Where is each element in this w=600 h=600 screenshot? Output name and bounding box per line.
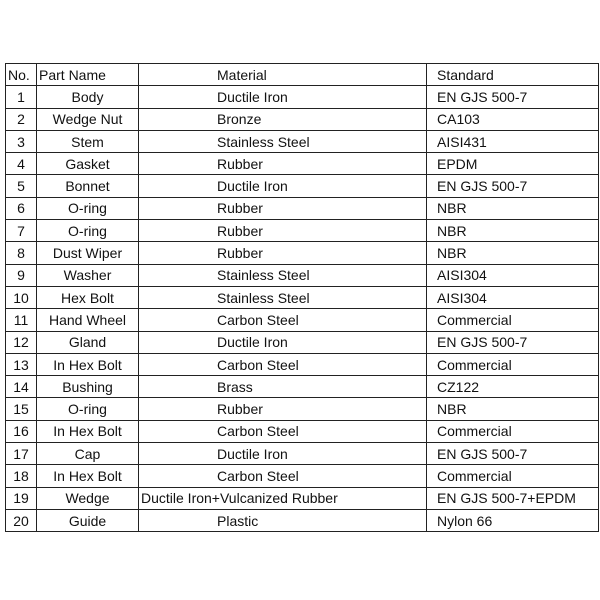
- cell-standard: Nylon 66: [427, 509, 599, 531]
- cell-no: 2: [6, 108, 37, 130]
- parts-table: [5, 63, 599, 532]
- cell-material: Ductile Iron: [139, 175, 427, 197]
- cell-part-name: Dust Wiper: [37, 242, 139, 264]
- cell-material: Brass: [139, 376, 427, 398]
- cell-standard: CZ122: [427, 376, 599, 398]
- cell-standard: AISI304: [427, 264, 599, 286]
- table-row: [6, 509, 599, 531]
- cell-material: Plastic: [139, 509, 427, 531]
- table-row: [6, 108, 599, 130]
- cell-no: 5: [6, 175, 37, 197]
- cell-no: 19: [6, 487, 37, 509]
- table-row: [6, 175, 599, 197]
- table-row: [6, 443, 599, 465]
- cell-part-name: Wedge Nut: [37, 108, 139, 130]
- cell-part-name: In Hex Bolt: [37, 353, 139, 375]
- cell-standard: Commercial: [427, 465, 599, 487]
- cell-part-name: O-ring: [37, 398, 139, 420]
- cell-standard: Commercial: [427, 309, 599, 331]
- cell-material: Ductile Iron: [139, 443, 427, 465]
- cell-part-name: In Hex Bolt: [37, 465, 139, 487]
- cell-part-name: Body: [37, 86, 139, 108]
- cell-material: Rubber: [139, 197, 427, 219]
- cell-no: 6: [6, 197, 37, 219]
- cell-no: 7: [6, 220, 37, 242]
- table-row: [6, 465, 599, 487]
- table-row: [6, 286, 599, 308]
- cell-part-name: Guide: [37, 509, 139, 531]
- cell-material: Ductile Iron: [139, 86, 427, 108]
- table-row: [6, 264, 599, 286]
- cell-material: Rubber: [139, 153, 427, 175]
- cell-no: 12: [6, 331, 37, 353]
- cell-material: Rubber: [139, 242, 427, 264]
- table-row: [6, 420, 599, 442]
- table-row: [6, 331, 599, 353]
- cell-no: 17: [6, 443, 37, 465]
- cell-no: 11: [6, 309, 37, 331]
- table-body: [6, 86, 599, 532]
- header-no: No.: [6, 64, 37, 86]
- cell-no: 18: [6, 465, 37, 487]
- table-header-row: [6, 64, 599, 86]
- cell-no: 1: [6, 86, 37, 108]
- cell-material: Carbon Steel: [139, 353, 427, 375]
- cell-no: 3: [6, 130, 37, 152]
- cell-standard: CA103: [427, 108, 599, 130]
- table-row: [6, 242, 599, 264]
- cell-no: 16: [6, 420, 37, 442]
- cell-standard: EN GJS 500-7: [427, 175, 599, 197]
- cell-part-name: Bonnet: [37, 175, 139, 197]
- cell-standard: AISI304: [427, 286, 599, 308]
- header-material: Material: [139, 64, 427, 86]
- table-row: [6, 376, 599, 398]
- cell-no: 15: [6, 398, 37, 420]
- cell-part-name: Cap: [37, 443, 139, 465]
- cell-material: Rubber: [139, 220, 427, 242]
- cell-material: Carbon Steel: [139, 309, 427, 331]
- cell-standard: EN GJS 500-7+EPDM: [427, 487, 599, 509]
- cell-no: 14: [6, 376, 37, 398]
- cell-part-name: Hand Wheel: [37, 309, 139, 331]
- cell-material: Rubber: [139, 398, 427, 420]
- cell-material: Ductile Iron: [139, 331, 427, 353]
- cell-part-name: Stem: [37, 130, 139, 152]
- cell-standard: NBR: [427, 197, 599, 219]
- cell-no: 8: [6, 242, 37, 264]
- cell-part-name: O-ring: [37, 197, 139, 219]
- cell-part-name: Gland: [37, 331, 139, 353]
- table-row: [6, 130, 599, 152]
- cell-part-name: Gasket: [37, 153, 139, 175]
- cell-part-name: Bushing: [37, 376, 139, 398]
- cell-standard: EN GJS 500-7: [427, 443, 599, 465]
- cell-material: Carbon Steel: [139, 465, 427, 487]
- cell-standard: NBR: [427, 398, 599, 420]
- table-row: [6, 220, 599, 242]
- cell-material: Stainless Steel: [139, 130, 427, 152]
- table-row: [6, 153, 599, 175]
- cell-part-name: O-ring: [37, 220, 139, 242]
- cell-material: Bronze: [139, 108, 427, 130]
- table-row: [6, 86, 599, 108]
- cell-standard: Commercial: [427, 420, 599, 442]
- table-row: [6, 309, 599, 331]
- table-row: [6, 353, 599, 375]
- cell-no: 9: [6, 264, 37, 286]
- cell-part-name: Hex Bolt: [37, 286, 139, 308]
- cell-no: 10: [6, 286, 37, 308]
- cell-standard: AISI431: [427, 130, 599, 152]
- header-standard: Standard: [427, 64, 599, 86]
- cell-material: Ductile Iron+Vulcanized Rubber: [139, 487, 427, 509]
- cell-standard: NBR: [427, 220, 599, 242]
- cell-part-name: Wedge: [37, 487, 139, 509]
- table-row: [6, 398, 599, 420]
- cell-no: 20: [6, 509, 37, 531]
- cell-standard: EN GJS 500-7: [427, 86, 599, 108]
- table-row: [6, 487, 599, 509]
- cell-standard: NBR: [427, 242, 599, 264]
- cell-no: 13: [6, 353, 37, 375]
- cell-part-name: Washer: [37, 264, 139, 286]
- cell-standard: EPDM: [427, 153, 599, 175]
- cell-standard: Commercial: [427, 353, 599, 375]
- cell-material: Carbon Steel: [139, 420, 427, 442]
- cell-material: Stainless Steel: [139, 286, 427, 308]
- cell-no: 4: [6, 153, 37, 175]
- cell-part-name: In Hex Bolt: [37, 420, 139, 442]
- cell-standard: EN GJS 500-7: [427, 331, 599, 353]
- cell-material: Stainless Steel: [139, 264, 427, 286]
- header-part-name: Part Name: [37, 64, 139, 86]
- table-row: [6, 197, 599, 219]
